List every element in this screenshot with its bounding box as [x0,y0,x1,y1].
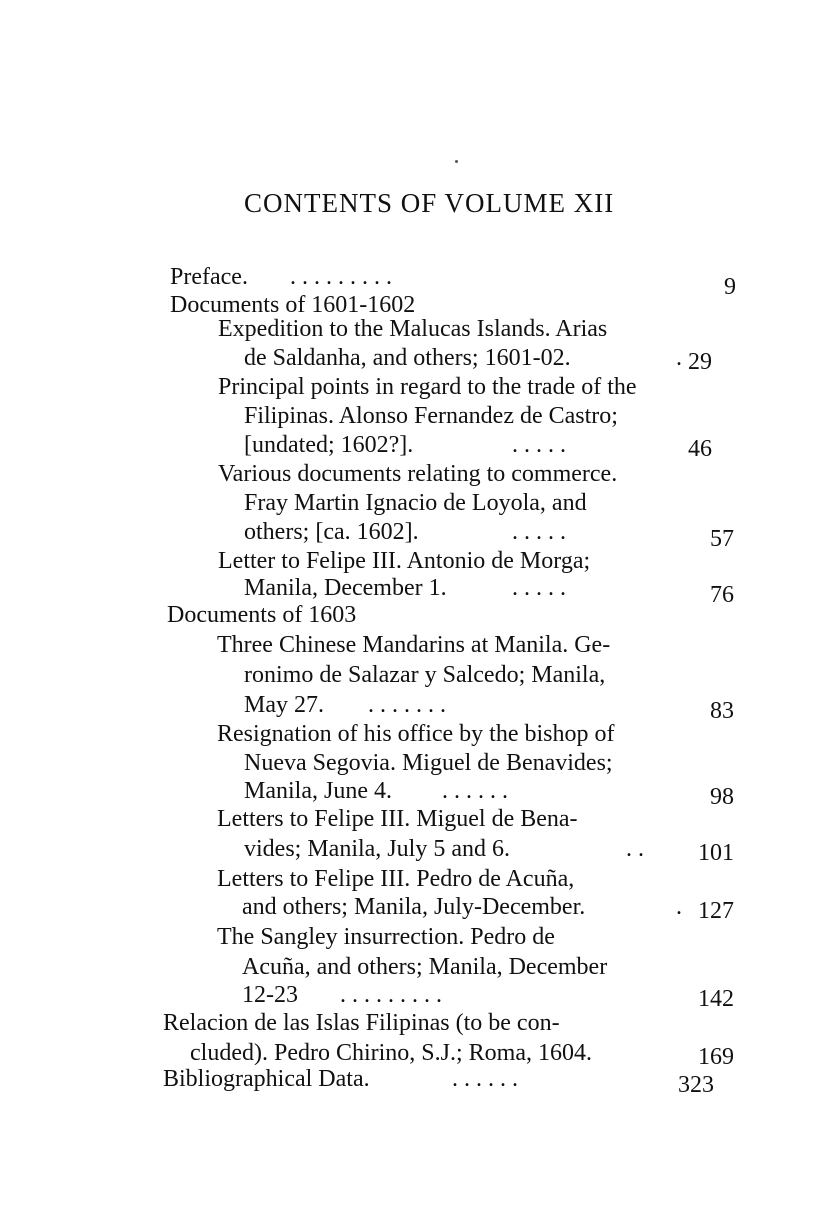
page-number: 323 [678,1072,714,1098]
leader-dots: . [676,894,682,920]
page-number: 46 [688,436,712,462]
page-number: 169 [698,1044,734,1070]
leader-dots: . . . . . . . . . [340,982,442,1008]
toc-entry-preface: Preface. [170,264,248,290]
leader-dots: . . . . . [512,575,566,601]
page-number: 101 [698,840,734,866]
toc-entry-line: Expedition to the Malucas Islands. Arias [218,316,608,342]
leader-dots: . [676,345,682,371]
toc-entry-line: Letters to Felipe III. Miguel de Bena- [217,806,578,832]
toc-entry-line: de Saldanha, and others; 1601-02. [244,345,571,371]
toc-entry-line: Acuña, and others; Manila, December [242,954,608,980]
leader-dots: . . . . . . . . . [290,264,392,290]
toc-entry-line: Three Chinese Mandarins at Manila. Ge- [217,632,611,658]
toc-entry-line: others; [ca. 1602]. [244,519,419,545]
toc-section-heading: Documents of 1603 [167,602,357,628]
toc-entry-line: Fray Martin Ignacio de Loyola, and [244,490,587,516]
toc-entry-line: Bibliographical Data. [163,1066,370,1092]
toc-entry-line: Relacion de las Islas Filipinas (to be con- [163,1010,560,1036]
page-number: 76 [710,582,734,608]
page-number: 142 [698,986,734,1012]
toc-entry-line: The Sangley insurrection. Pedro de [217,924,555,950]
page-number: 98 [710,784,734,810]
page-title: CONTENTS OF VOLUME XII [244,188,615,218]
toc-entry-line: Resignation of his office by the bishop of [217,721,615,747]
leader-dots: . . . . . . [452,1066,518,1092]
toc-entry-line: ronimo de Salazar y Salcedo; Manila, [244,662,606,688]
toc-entry-line: Manila, June 4. [244,778,392,804]
leader-dots: . . . . . . [442,778,508,804]
toc-entry-line: May 27. [244,692,324,718]
page-number: 29 [688,349,712,375]
toc-section-heading: Documents of 1601-1602 [170,292,416,318]
toc-entry-line: [undated; 1602?]. [244,432,414,458]
toc-entry-line: Letters to Felipe III. Pedro de Acuña, [217,866,575,892]
toc-entry-line: cluded). Pedro Chirino, S.J.; Roma, 1604. [190,1040,592,1066]
page-number: 127 [698,898,734,924]
leader-dots: . . [626,836,644,862]
toc-entry-line: Various documents relating to commerce. [218,461,618,487]
toc-entry-line: Filipinas. Alonso Fernandez de Castro; [244,403,618,429]
leader-dots: . . . . . [512,432,566,458]
toc-entry-line: Nueva Segovia. Miguel de Benavides; [244,750,613,776]
page-number: 83 [710,698,734,724]
toc-entry-line: 12-23 [242,982,298,1008]
toc-entry-line: and others; Manila, July-December. [242,894,586,920]
leader-dots: . . . . . . . [368,692,446,718]
page-number: 57 [710,526,734,552]
toc-entry-line: Manila, December 1. [244,575,447,601]
toc-entry-line: vides; Manila, July 5 and 6. [244,836,510,862]
ink-speck [455,160,458,163]
toc-entry-line: Letter to Felipe III. Antonio de Morga; [218,548,591,574]
page-number: 9 [724,274,736,300]
toc-entry-line: Principal points in regard to the trade of the [218,374,637,400]
leader-dots: . . . . . [512,519,566,545]
